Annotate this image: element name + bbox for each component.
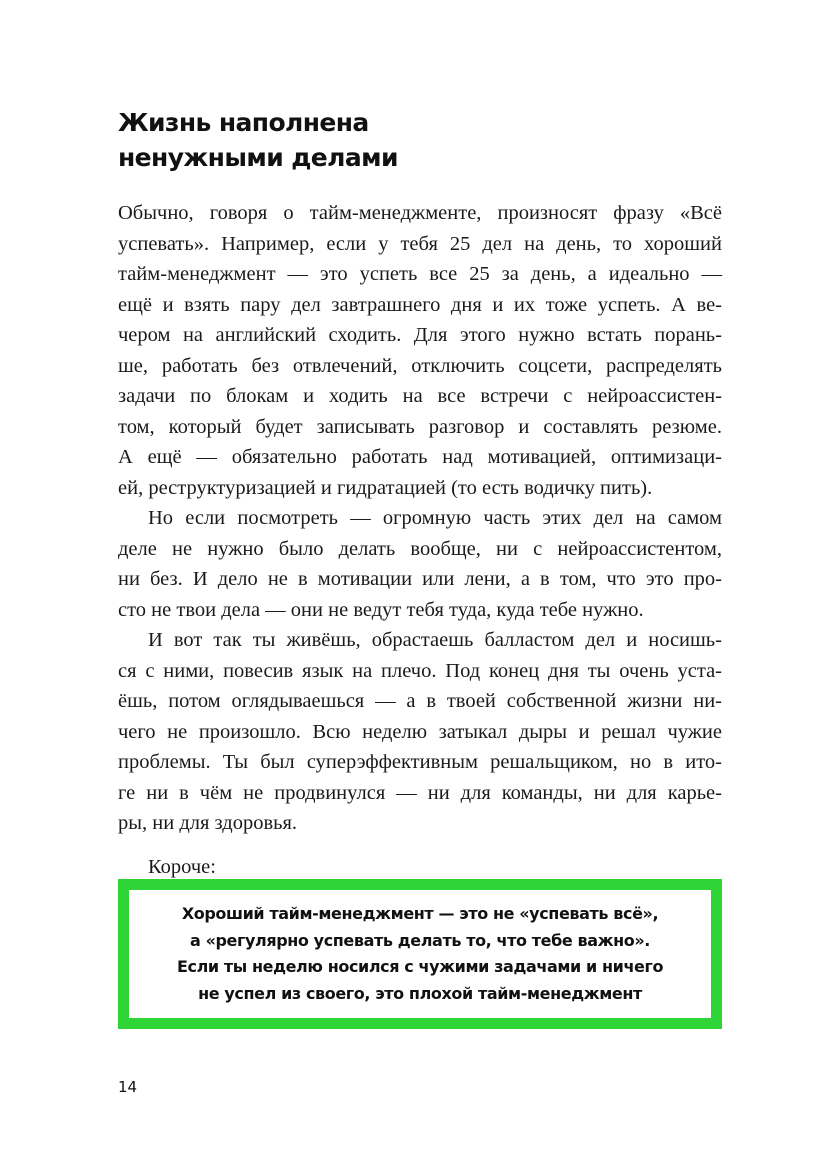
key-takeaway-box <box>118 879 722 1029</box>
text-line: Короче: <box>148 855 216 878</box>
text-line: том, который будет записывать разговор и составлять резюме. <box>118 415 722 438</box>
paragraph-1 <box>118 198 722 503</box>
body-text <box>118 198 722 882</box>
paragraph-gap <box>118 839 722 852</box>
text-line: Но если посмотреть — огромную часть этих дел на самом <box>148 507 722 529</box>
text-line: задачи по блокам и ходить на все встречи с нейроассистен- <box>118 385 722 407</box>
text-line: И вот так ты живёшь, обрастаешь балластом дел и носишь- <box>148 629 722 651</box>
text-line: сто не твои дела — они не ведут тебя туда, куда тебе нужно. <box>118 598 644 621</box>
text-line: проблемы. Ты был суперэффективным решальщиком, но в ито- <box>118 751 722 773</box>
text-line: тайм-менеджмент — это успеть все 25 за день, а идеально — <box>118 263 722 285</box>
text-line: ни без. И дело не в мотивации или лени, а в том, что это про- <box>118 568 722 590</box>
text-line: ещё и взять пару дел завтрашнего дня и их тоже успеть. А ве- <box>118 293 722 316</box>
callout-line: а «регулярно успевать делать то, что тебе важно». <box>190 930 650 950</box>
text-line: А ещё — обязательно работать над мотивацией, оптимизаци- <box>118 446 722 468</box>
page-number: 14 <box>118 1078 138 1096</box>
chapter-heading-line: ненужными делами <box>118 143 398 172</box>
text-line: ёшь, потом оглядываешься — а в твоей собственной жизни ни- <box>118 690 722 712</box>
text-line: ей, реструктуризацией и гидратацией (то есть водичку пить). <box>118 476 653 499</box>
text-line: ры, ни для здоровья. <box>118 812 298 834</box>
text-line: ге ни в чём не продвинулся — ни для команды, ни для карье- <box>118 781 722 804</box>
text-line: деле не нужно было делать вообще, ни с нейроассистентом, <box>118 537 722 560</box>
chapter-heading-line: Жизнь наполнена <box>118 108 369 137</box>
text-line: ся с ними, повесив язык на плечо. Под конец дня ты очень уста- <box>118 659 722 682</box>
text-line: чего не произошло. Всю неделю затыкал дыры и решал чужие <box>118 720 722 743</box>
paragraph-2 <box>118 503 722 625</box>
text-line: чером на английский сходить. Для этого нужно встать порань- <box>118 324 722 346</box>
key-takeaway-text <box>177 901 663 1007</box>
paragraph-3 <box>118 625 722 839</box>
callout-line: Хороший тайм-менеджмент — это не «успевать всё», <box>181 904 659 923</box>
text-line: ше, работать без отвлечений, отключить соцсети, распределять <box>118 354 722 377</box>
callout-line: не успел из своего, это плохой тайм-менеджмент <box>198 983 642 1003</box>
text-line: успевать». Например, если у тебя 25 дел на день, то хороший <box>118 232 722 255</box>
chapter-heading <box>118 105 398 175</box>
paragraph-4 <box>118 852 722 883</box>
text-line: Обычно, говоря о тайм-менеджменте, произносят фразу «Всё <box>118 202 722 224</box>
callout-line: Если ты неделю носился с чужими задачами и ничего <box>176 957 664 976</box>
